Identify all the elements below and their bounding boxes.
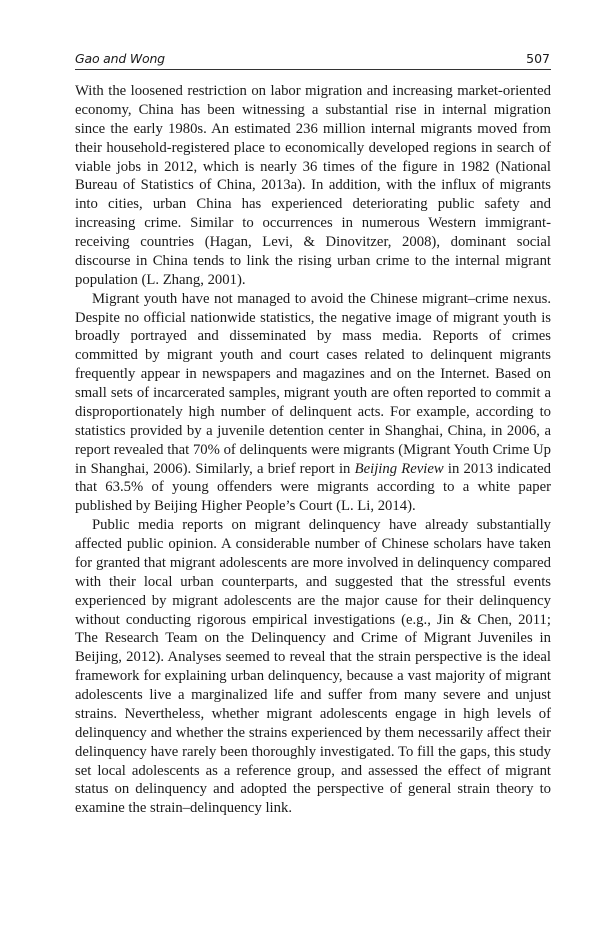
paragraph-2-text-after: in 2013 indicated that 63.5% of young offenders were migrants according to a white paper published by Beijing Higher People’s Court (L. Li, 2014). (75, 460, 551, 515)
paragraph-2 (75, 290, 551, 517)
paragraph-2-text-before: Migrant youth have not managed to avoid the Chinese migrant–crime nexus. Despite no official nationwide statistics, the negative image of migrant youth is broadly portrayed and disseminated by mass media. Reports of crimes committed by migrant youth and court cases related to delinquent migrants frequently appear in newspapers and magazines and on the Internet. Based on small sets of incarcerated samples, migrant youth are often reported to commit a disproportionately high number of delinquent acts. For example, according to statistics provided by a juvenile detention center in Shanghai, China, in 2006, a report revealed that 70% of delinquents were migrants (Migrant Youth Crime Up in Shanghai, 2006). Similarly, a brief report in (75, 290, 551, 477)
page-number: 507 (526, 51, 550, 66)
body-text (75, 82, 551, 818)
running-head (75, 50, 551, 70)
paragraph-3: Public media reports on migrant delinquency have already substantially affected public opinion. A considerable number of Chinese scholars have taken for granted that migrant adolescents are more involved in delinquency compared with their local urban counterparts, and suggested that the stressful events experienced by migrant adolescents are the major cause for their delinquency without conducting rigorous empirical investigations (e.g., Jin & Chen, 2011; The Research Team on the Delinquency and Crime of Migrant Juveniles in Beijing, 2012). Analyses seemed to reveal that the strain perspective is the ideal framework for explaining urban delinquency, because a vast majority of migrant adolescents live a marginalized life and suffer from many severe and unjust strains. Nevertheless, whether migrant adolescents engage in high levels of delinquency and whether the strains experienced by them necessarily affect their delinquency have rarely been thoroughly investigated. To fill the gaps, this study set local adolescents as a reference group, and assessed the effect of migrant status on delinquency and adopted the perspective of general strain theory to examine the strain–delinquency link. (75, 517, 551, 817)
journal-title-italic: Beijing Review (354, 460, 444, 477)
running-head-authors: Gao and Wong (75, 51, 165, 66)
paragraph-1: With the loosened restriction on labor migration and increasing market-oriented economy, China has been witnessing a substantial rise in internal migration since the early 1980s. An estimated 236 million internal migrants moved from their household-registered place to economically developed regions in search of viable jobs in 2012, which is nearly 36 times of the figure in 1982 (National Bureau of Statistics of China, 2013a). In addition, with the influx of migrants into cities, urban China has experienced deteriorating public safety and increasing crime. Similar to occurrences in numerous Western immigrant-receiving countries (Hagan, Levi, & Dinovitzer, 2008), dominant social discourse in China tends to link the rising urban crime to the internal migrant population (L. Zhang, 2001). (75, 83, 551, 288)
